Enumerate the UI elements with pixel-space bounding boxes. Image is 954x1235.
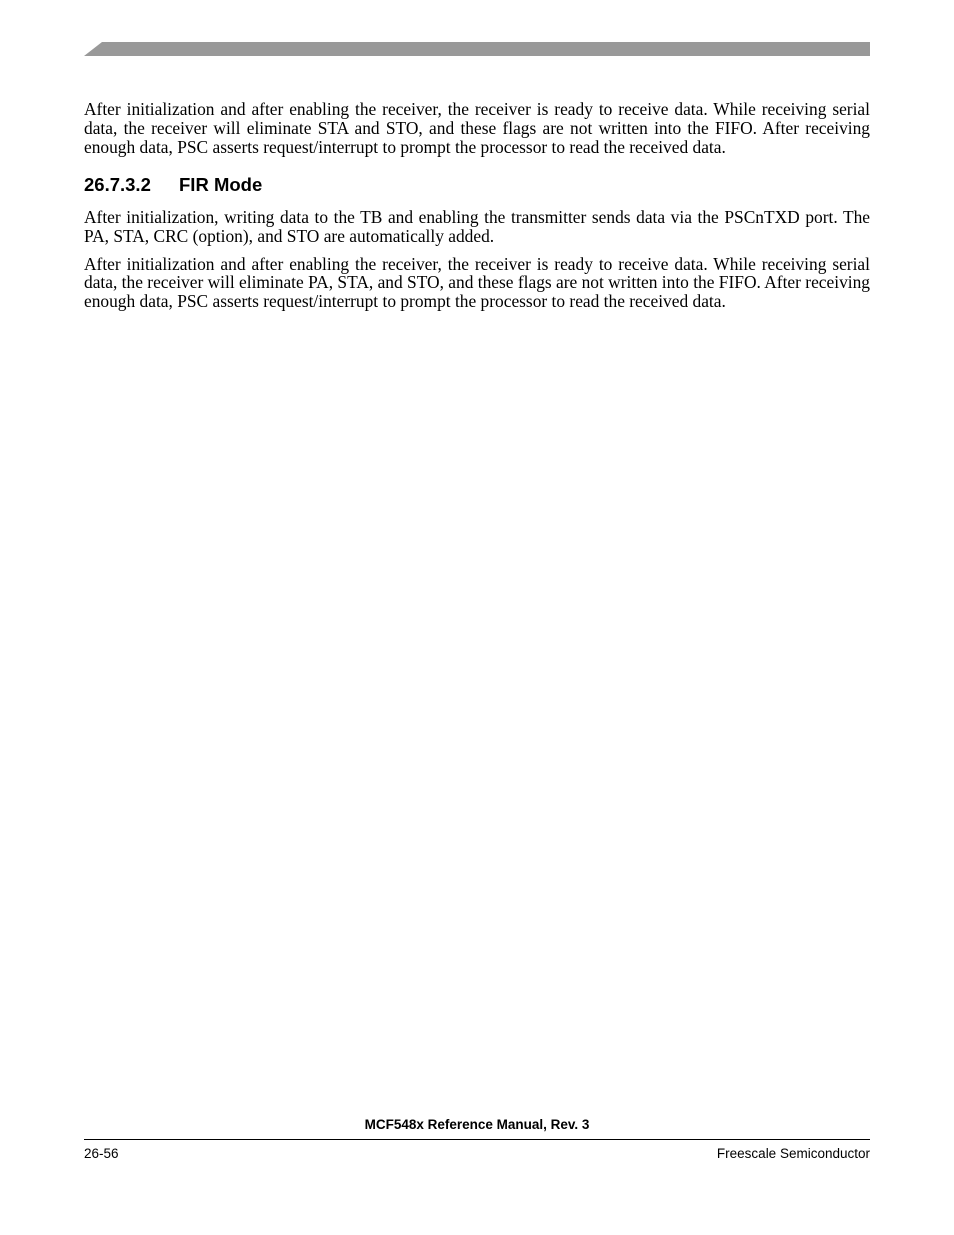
header-bar-shape	[84, 42, 870, 56]
header-bar	[84, 42, 870, 56]
section-number: 26.7.3.2	[84, 173, 151, 195]
footer-manual-title: MCF548x Reference Manual, Rev. 3	[364, 1117, 590, 1132]
footer-page-number: 26-56	[84, 1146, 119, 1161]
footer-divider	[84, 1139, 870, 1140]
section-heading	[84, 174, 870, 196]
intro-paragraph: After initialization and after enabling the receiver, the receiver is ready to receive data. While receiving serial data, the receiver will eliminate STA and STO, and these flags are not written into the FIFO. After receiving enough data, PSC asserts request/interrupt to prompt the processor to read the received data.	[84, 99, 870, 157]
section-title: FIR Mode	[179, 173, 263, 195]
section-paragraph-2: After initialization and after enabling the receiver, the receiver is ready to receive data. While receiving serial data, the receiver will eliminate PA, STA, and STO, and these flags are not written into the FIFO. After receiving enough data, PSC asserts request/interrupt to prompt the processor to read the received data.	[84, 253, 870, 312]
footer-company: Freescale Semiconductor	[716, 1146, 870, 1161]
section-paragraph-1: After initialization, writing data to the TB and enabling the transmitter sends data via the PSCnTXD port. The PA, STA, CRC (option), and STO are automatically added.	[84, 206, 870, 246]
page-content	[84, 100, 870, 311]
